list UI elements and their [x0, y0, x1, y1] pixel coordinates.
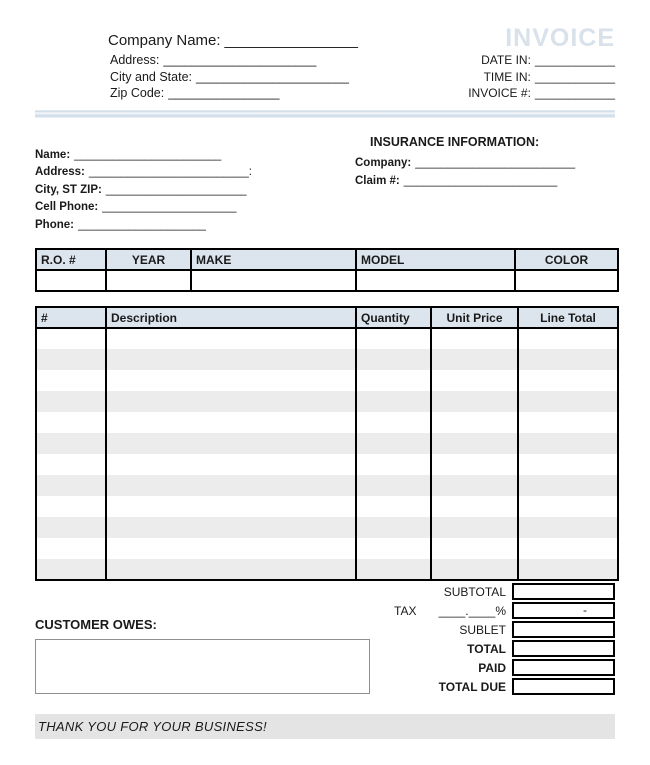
- subtotal-label: SUBTOTAL: [443, 584, 506, 599]
- customer-phone-blank[interactable]: ____________________: [77, 218, 206, 231]
- item-row: [36, 454, 618, 475]
- item-cell[interactable]: [106, 328, 356, 349]
- tax-row: [394, 602, 615, 619]
- customer-phone-field: [35, 217, 355, 235]
- invoice-meta-block: [468, 52, 615, 102]
- customer-cell-phone-label: Cell Phone:: [35, 201, 99, 213]
- claim-number-field: [355, 173, 615, 191]
- customer-city-label: City, ST ZIP:: [35, 183, 102, 196]
- item-cell[interactable]: [356, 517, 431, 538]
- date-in-field: [468, 52, 615, 69]
- item-cell[interactable]: [36, 454, 106, 475]
- item-row: [36, 412, 618, 433]
- item-row: [36, 433, 618, 454]
- item-row: [36, 475, 618, 496]
- header-columns: [35, 52, 615, 102]
- color-cell[interactable]: [515, 270, 618, 291]
- tax-value-box[interactable]: -: [512, 602, 615, 619]
- unit-price-header: Unit Price: [431, 307, 518, 328]
- quantity-header: Quantity: [356, 307, 431, 328]
- time-in-field: [468, 69, 615, 86]
- item-cell[interactable]: [36, 517, 106, 538]
- claim-number-label: Claim #:: [355, 174, 400, 187]
- item-cell[interactable]: [36, 496, 106, 517]
- item-cell[interactable]: [106, 496, 356, 517]
- items-table-header-row: [36, 307, 618, 328]
- customer-owes-box[interactable]: [35, 639, 370, 694]
- tax-label-zone: [394, 604, 506, 618]
- model-header: MODEL: [356, 249, 515, 270]
- address-blank[interactable]: ______________________: [163, 53, 317, 67]
- zip-code-label: Zip Code:: [110, 86, 165, 100]
- sublet-row: [394, 621, 615, 638]
- item-cell[interactable]: [356, 496, 431, 517]
- item-number-header: #: [36, 307, 106, 328]
- paid-value-box[interactable]: [512, 659, 615, 676]
- insurance-info-title: INSURANCE INFORMATION:: [370, 134, 540, 149]
- total-label: TOTAL: [467, 641, 506, 656]
- year-header: YEAR: [106, 249, 191, 270]
- item-row: [36, 538, 618, 559]
- item-cell[interactable]: [356, 475, 431, 496]
- vehicle-table-header-row: [36, 249, 618, 270]
- item-cell[interactable]: [518, 517, 618, 538]
- items-table-body: [36, 328, 618, 580]
- item-cell[interactable]: [431, 370, 518, 391]
- item-cell[interactable]: [36, 538, 106, 559]
- item-cell[interactable]: [36, 370, 106, 391]
- item-cell[interactable]: [106, 517, 356, 538]
- item-cell[interactable]: [518, 328, 618, 349]
- tax-percent-blank[interactable]: ____.____%: [438, 603, 506, 618]
- item-cell[interactable]: [36, 433, 106, 454]
- make-header: MAKE: [191, 249, 356, 270]
- item-cell[interactable]: [431, 496, 518, 517]
- item-cell[interactable]: [36, 412, 106, 433]
- item-cell[interactable]: [518, 370, 618, 391]
- item-cell[interactable]: [518, 559, 618, 580]
- item-cell[interactable]: [106, 559, 356, 580]
- item-cell[interactable]: [106, 454, 356, 475]
- item-row: [36, 370, 618, 391]
- company-name-blank[interactable]: ________________: [224, 32, 359, 49]
- item-cell[interactable]: [356, 328, 431, 349]
- ro-number-cell[interactable]: [36, 270, 106, 291]
- item-cell[interactable]: [518, 475, 618, 496]
- total-value-box[interactable]: [512, 640, 615, 657]
- item-cell[interactable]: [518, 349, 618, 370]
- item-cell[interactable]: [431, 433, 518, 454]
- insurance-company-field: [355, 155, 615, 173]
- customer-name-field: [35, 147, 355, 165]
- item-row: [36, 517, 618, 538]
- item-row: [36, 391, 618, 412]
- item-cell[interactable]: [106, 433, 356, 454]
- item-cell[interactable]: [106, 538, 356, 559]
- insurance-section: [35, 134, 615, 235]
- item-cell[interactable]: [431, 328, 518, 349]
- customer-name-blank[interactable]: _______________________: [74, 148, 222, 161]
- item-row: [36, 559, 618, 580]
- invoice-number-blank[interactable]: ____________: [534, 86, 615, 100]
- item-cell[interactable]: [518, 454, 618, 475]
- totals-block: [394, 583, 615, 697]
- item-cell[interactable]: [356, 391, 431, 412]
- item-cell[interactable]: [356, 559, 431, 580]
- vehicle-table: [35, 248, 619, 292]
- invoice-number-field: [468, 85, 615, 102]
- subtotal-row: [394, 583, 615, 600]
- item-cell[interactable]: [356, 433, 431, 454]
- customer-city-blank[interactable]: ______________________: [105, 183, 247, 196]
- invoice-title: INVOICE: [505, 24, 615, 52]
- sublet-label: SUBLET: [459, 622, 506, 637]
- item-cell[interactable]: [106, 349, 356, 370]
- item-cell[interactable]: [431, 412, 518, 433]
- make-cell[interactable]: [191, 270, 356, 291]
- time-in-blank[interactable]: ____________: [534, 69, 615, 84]
- sublet-value-box[interactable]: [512, 621, 615, 638]
- item-cell[interactable]: [36, 391, 106, 412]
- address-field: [110, 52, 349, 69]
- customer-address-field: [35, 164, 355, 182]
- item-cell[interactable]: [106, 475, 356, 496]
- zip-code-blank[interactable]: ________________: [168, 86, 280, 100]
- item-row: [36, 349, 618, 370]
- item-cell[interactable]: [518, 496, 618, 517]
- item-cell[interactable]: [36, 559, 106, 580]
- customer-owes-block: [35, 617, 370, 694]
- item-cell[interactable]: [518, 433, 618, 454]
- item-cell[interactable]: [431, 517, 518, 538]
- item-cell[interactable]: [356, 538, 431, 559]
- company-address-block: [110, 52, 349, 102]
- line-total-header: Line Total: [518, 307, 618, 328]
- item-row: [36, 328, 618, 349]
- company-name-label: Company Name:: [108, 32, 221, 49]
- invoice-page: [35, 0, 615, 739]
- total-row: [394, 640, 615, 657]
- customer-address-suffix: :: [248, 166, 252, 178]
- insurance-info-block: [355, 134, 615, 235]
- customer-info-block: [35, 134, 355, 235]
- vehicle-table-row: [36, 270, 618, 291]
- item-cell[interactable]: [356, 349, 431, 370]
- customer-city-field: [35, 182, 355, 200]
- year-cell[interactable]: [106, 270, 191, 291]
- item-cell[interactable]: [36, 349, 106, 370]
- ro-number-header: R.O. #: [36, 249, 106, 270]
- item-cell[interactable]: [431, 454, 518, 475]
- section-divider: [35, 110, 615, 118]
- item-cell[interactable]: [431, 559, 518, 580]
- line-items-table: [35, 306, 619, 581]
- description-header: Description: [106, 307, 356, 328]
- model-cell[interactable]: [356, 270, 515, 291]
- paid-label: PAID: [478, 660, 506, 675]
- item-cell[interactable]: [36, 475, 106, 496]
- item-cell[interactable]: [356, 454, 431, 475]
- item-cell[interactable]: [431, 475, 518, 496]
- item-cell[interactable]: [431, 391, 518, 412]
- customer-address-label: Address:: [35, 166, 85, 178]
- item-cell[interactable]: [106, 391, 356, 412]
- customer-owes-label: CUSTOMER OWES:: [35, 617, 157, 632]
- totals-section: [35, 581, 615, 714]
- item-cell[interactable]: [518, 412, 618, 433]
- item-cell[interactable]: [431, 538, 518, 559]
- date-in-blank[interactable]: ____________: [534, 53, 615, 67]
- item-cell[interactable]: [356, 412, 431, 433]
- tax-label: TAX: [394, 603, 417, 618]
- address-label: Address:: [110, 53, 160, 67]
- zip-code-field: [110, 85, 349, 102]
- customer-cell-phone-field: [35, 199, 355, 217]
- date-in-label: DATE IN:: [481, 53, 531, 67]
- city-state-label: City and State:: [110, 69, 192, 84]
- item-cell[interactable]: [518, 538, 618, 559]
- time-in-label: TIME IN:: [483, 69, 531, 84]
- city-state-blank[interactable]: ______________________: [196, 69, 349, 84]
- insurance-company-label: Company:: [355, 157, 412, 169]
- subtotal-value-box[interactable]: [512, 583, 615, 600]
- customer-phone-label: Phone:: [35, 218, 74, 231]
- item-cell[interactable]: [518, 391, 618, 412]
- customer-name-label: Name:: [35, 148, 71, 161]
- total-due-label: TOTAL DUE: [438, 679, 506, 694]
- claim-number-blank[interactable]: ________________________: [403, 174, 558, 187]
- customer-address-blank[interactable]: _________________________: [88, 166, 249, 178]
- city-state-field: [110, 69, 349, 86]
- paid-row: [394, 659, 615, 676]
- item-cell[interactable]: [106, 370, 356, 391]
- item-row: [36, 496, 618, 517]
- item-cell[interactable]: [431, 349, 518, 370]
- total-due-row: [394, 678, 615, 695]
- insurance-company-blank[interactable]: _________________________: [415, 157, 576, 169]
- total-due-value-box[interactable]: [512, 678, 615, 695]
- item-cell[interactable]: [106, 412, 356, 433]
- item-cell[interactable]: [356, 370, 431, 391]
- item-cell[interactable]: [36, 328, 106, 349]
- color-header: COLOR: [515, 249, 618, 270]
- invoice-number-label: INVOICE #:: [468, 86, 531, 100]
- customer-cell-phone-blank[interactable]: _____________________: [102, 201, 237, 213]
- thank-you-bar: THANK YOU FOR YOUR BUSINESS!: [35, 714, 615, 739]
